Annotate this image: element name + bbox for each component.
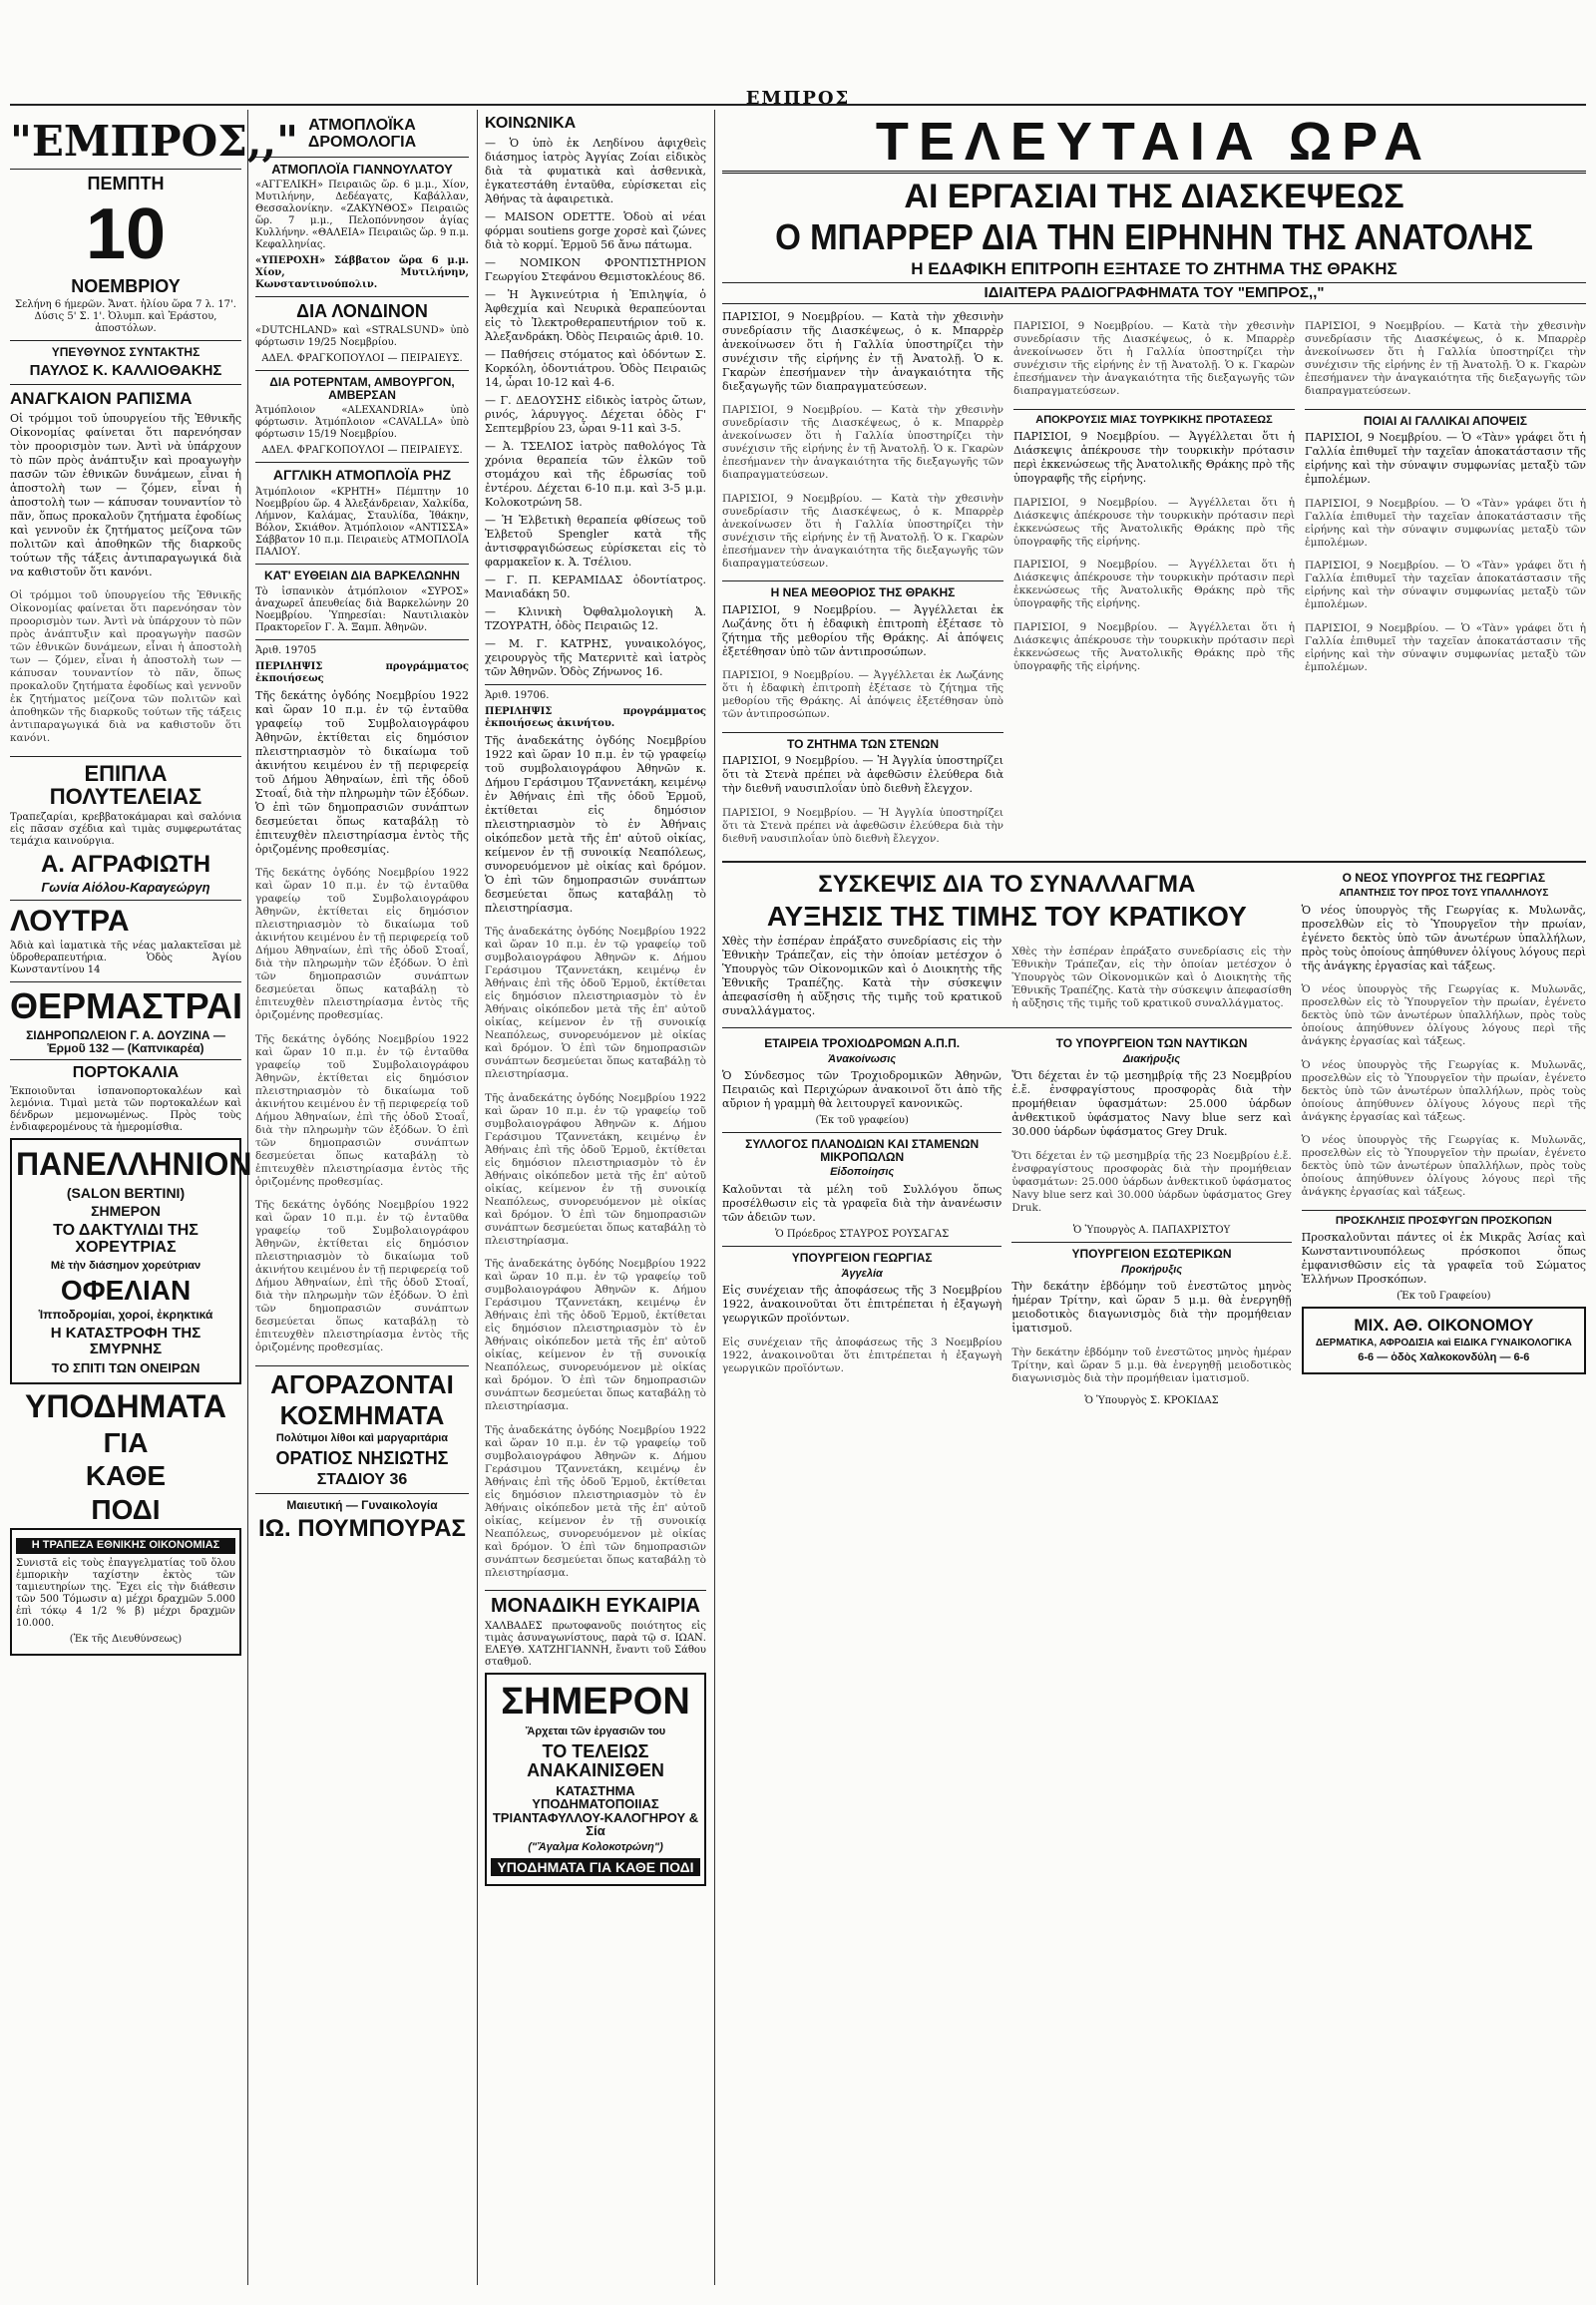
navy-heading: ΤΟ ΥΠΟΥΡΓΕΙΟΝ ΤΩΝ ΝΑΥΤΙΚΩΝ <box>1055 1036 1248 1051</box>
navy-sign: Ὁ Ὑπουργὸς Α. ΠΑΠΑΧΡΙΣΤΟΥ <box>1072 1225 1231 1237</box>
lower-right <box>1302 868 1586 1411</box>
proposal-body-continued: ΠΑΡΙΣΙΟΙ, 9 Νοεμβρίου. — Ἀγγέλλεται ὅτι ἡ Διάσκεψις ἀπέκρουσε τὴν τουρκικὴν πρότασιν περὶ ἐκκενώσεως τῆς Ἀνατολικῆς Θράκης πρὸ τῆς ὑπογραφῆς τῆς εἰρήνης. <box>1013 620 1295 672</box>
minister-body-continued: Ὁ νέος ὑπουργὸς τῆς Γεωργίας κ. Μυλωνᾶς, προσελθὼν εἰς τὸ Ὑπουργεῖον τὴν πρωίαν, ἐγένετο δεκτὸς ὑπὸ τῶν ἀνωτέρων ὑπαλλήλων, πρὸς τοὺς ὁποίους ἀπηύθυνεν ὀλίγους λόγους περὶ τῆς ἀνάγκης ἐργασίας καὶ τάξεως. <box>1301 1058 1586 1123</box>
agriculture-body: Εἰς συνέχειαν τῆς ἀποφάσεως τῆς 3 Νοεμβρίου 1922, ἀνακοινοῦται ὅτι ἐπιτρέπεται ἡ ἐξαγωγὴ γεωργικῶν προϊόντων. <box>722 1284 1002 1326</box>
minister-heading: Ο ΝΕΟΣ ΥΠΟΥΡΓΟΣ ΤΗΣ ΓΕΩΡΓΙΑΣ <box>1342 871 1546 886</box>
social-item: — Γ. ΔΕΔΟΥΣΗΣ εἰδικὸς ἰατρὸς ὤτων, ρινός, λάρυγγος. Δέχεται ὁδὸς Γ' Σεπτεμβρίου 23, ὧραι 9-11 καὶ 3-5. <box>485 393 706 435</box>
ad-furniture-text: Τραπεζαρίαι, κρεββατοκάμαραι καὶ σαλόνια εἰς πᾶσαν σχέδια καὶ τιμὰς συμφερωτάτας τεμάχια καινούργια. <box>10 811 241 847</box>
theatre-subtitle: (SALON BERTINI) <box>66 1184 186 1201</box>
shoes-line-1: ΥΠΟΔΗΜΑΤΑ <box>25 1388 226 1425</box>
exchange-subheading: ΑΥΞΗΣΙΣ ΤΗΣ ΤΙΜΗΣ ΤΟΥ ΚΡΑΤΙΚΟΥ <box>766 900 1247 932</box>
lead-body-continued: ΠΑΡΙΣΙΟΙ, 9 Νοεμβρίου. — Κατὰ τὴν χθεσινὴν συνεδρίασιν τῆς Διασκέψεως, ὁ κ. Μπαρρὲρ ἀνεκοίνωσεν ὅτι ἡ Γαλλία ὑποστηρίζει τὴν συνέχισιν τῆς εἰρήνης ἐν τῇ Ἀνατολῇ. Ὁ κ. Γκαρὼν ἐπεσήμανεν τὴν ἀναγκαιότητα τῆς διεξαγωγῆς τῶν διαπραγματεύσεων. <box>1013 320 1295 398</box>
tram-sign: (Ἐκ τοῦ γραφείου) <box>815 1115 909 1127</box>
social-item: — MAISON ODETTE. Ὁδοὺ αἱ νέαι φόρμαι soutiens gorge χορσὲ καὶ ζώνες διὰ τὸ κορμί. Ἑρμοῦ 56 ἄνω πάτωμα. <box>485 209 706 251</box>
doctor-label: Μαιευτική — Γυναικολογία <box>286 1498 438 1513</box>
shop-name: ΚΑΤΑΣΤΗΜΑ ΥΠΟΔΗΜΑΤΟΠΟΙΙΑΣ ΤΡΙΑΝΤΑΦΥΛΛΟΥ-ΚΑΛΟΓΗΡΟΥ & Σία <box>492 1782 699 1839</box>
column-3 <box>485 110 706 2285</box>
lead-body-continued: ΠΑΡΙΣΙΟΙ, 9 Νοεμβρίου. — Κατὰ τὴν χθεσινὴν συνεδρίασιν τῆς Διασκέψεως, ὁ κ. Μπαρρὲρ ἀνεκοίνωσεν ὅτι ἡ Γαλλία ὑποστηρίζει τὴν συνέχισιν τῆς εἰρήνης ἐν τῇ Ἀνατολῇ. Ὁ κ. Γκαρὼν ἐπεσήμανεν τὴν ἀναγκαιότητα τῆς διεξαγωγῆς τῶν διαπραγματεύσεων. <box>722 492 1003 570</box>
news-col-a <box>722 310 1003 857</box>
ad-baths-text: Ἀδιὰ καὶ ἰαματικὰ τῆς νέας μαλακτεῖσαι μὲ ὑδροθεραπευτήρια. Ὁδὸς Ἀγίου Κωνσταντίνου 14 <box>10 941 241 976</box>
theatre-ad <box>10 1138 252 1384</box>
bank-footer: (Ἐκ τῆς Διευθύνσεως) <box>69 1633 183 1645</box>
month: ΝΟΕΜΒΡΙΟΥ <box>71 275 181 296</box>
doctor2-address: 6-6 — ὁδὸς Χαλκοκονδύλη — 6-6 <box>1358 1351 1530 1364</box>
ad-oranges-text: Ἐκποιοῦνται ἰσπανοπορτοκαλέων καὶ λεμόνια. Τιμαὶ μετὰ τῶν πορτοκαλέων καὶ δένδρων μεμονωμένως. Πρὸς τοὺς ἐνδιαφερομένους τὰ ἡμερομίσθια. <box>10 1085 241 1133</box>
proposal-body-continued: ΠΑΡΙΣΙΟΙ, 9 Νοεμβρίου. — Ἀγγέλλεται ὅτι ἡ Διάσκεψις ἀπέκρουσε τὴν τουρκικὴν πρότασιν περὶ ἐκκενώσεως τῆς Ἀνατολικῆς Θράκης πρὸ τῆς ὑπογραφῆς τῆς εἰρήνης. <box>1013 496 1295 548</box>
london-heading: ΔΙΑ ΛΟΝΔΙΝΟΝ <box>296 301 428 322</box>
ad-heaters-text: ΣΙΔΗΡΟΠΩΛΕΙΟΝ Γ. Α. ΔΟΥΖΙΝΑ — Ἑρμοῦ 132 — (Καπνικαρέα) <box>26 1027 225 1055</box>
lead-body-continued: ΠΑΡΙΣΙΟΙ, 9 Νοεμβρίου. — Κατὰ τὴν χθεσινὴν συνεδρίασιν τῆς Διασκέψεως, ὁ κ. Μπαρρὲρ ἀνεκοίνωσεν ὅτι ἡ Γαλλία ὑποστηρίζει τὴν συνέχισιν τῆς εἰρήνης ἐν τῇ Ἀνατολῇ. Ὁ κ. Γκαρὼν ἐπεσήμανεν τὴν ἀναγκαιότητα τῆς διεξαγωγῆς τῶν διαπραγματεύσεων. <box>1305 320 1586 398</box>
top-rule <box>10 104 1586 106</box>
french-views-body-continued: ΠΑΡΙΣΙΟΙ, 9 Νοεμβρίου. — Ὁ «Τὰν» γράφει ὅτι ἡ Γαλλία ἐπιθυμεῖ τὴν ταχεῖαν ἀποκατάστασιν τῆς εἰρήνης καὶ τὴν σύναψιν συμφωνίας μεταξὺ τῶν ἐμπολέμων. <box>1305 497 1586 549</box>
theatre-today: ΣΗΜΕΡΟΝ <box>91 1203 161 1220</box>
shoes-line-2: ΓΙΑ <box>103 1426 149 1458</box>
notice-body-continued: Τῆς ἀναδεκάτης ὀγδόης Νοεμβρίου 1922 καὶ ὥραν 10 π.μ. ἐν τῷ γραφείῳ τοῦ συμβολαιογράφου Ἀθηνῶν κ. Δήμου Γεράσιμου Τζαννετάκη, κειμένῳ ἐν Ἀθήναις ἐπὶ τῆς ὁδοῦ Ἑρμοῦ, ἐκτίθεται εἰς δημόσιον πλειστηριασμὸν τὸ ἐν Ἀθήναις οἰκόπεδον μετὰ τῆς ἐπ' αὐτοῦ οἰκίας, κείμενον ἐν τῇ συνοικίᾳ Νεαπόλεως, συνορευόμενον μὲ οἰκίας καὶ δρόμον. Ὁ ἐπὶ τῶν δημοπρασιῶν συνάπτων δεσμεύεται ὅπως καταβάλῃ τὸ πλειστηρίασμα. <box>485 926 706 1081</box>
column-rule <box>247 110 248 2285</box>
thrace-heading: Η ΝΕΑ ΜΕΘΟΡΙΟΣ ΤΗΣ ΘΡΑΚΗΣ <box>770 585 956 600</box>
article-body-continued: Οἱ τρόμμοι τοῦ ὑπουργείου τῆς Ἐθνικῆς Οἰκονομίας φαίνεται ὅτι παρενόησαν τὸν προορισμὸν των. Ἀντὶ νὰ ὑπάρχουν τὸ πῶν πρὸς ἀνάπτυξιν καὶ προαγωγὴν πασῶν τῶν ἐθνικῶν δυνάμεων, εἶναι ἡ ἀποστολὴ των — ζόμεν, εἶναι ἡ ἀποστολὴ των — κάπυσαν τουναντίον τὸ πᾶν, ὅπως προκαλοῦν ζητήματα ἐφοδίως καὶ γεννοῦν ἐκ ζητήματος μείζονα τῶν πολιτῶν καὶ ἀποθηκῶν τῆς διαρκοῦς τούτων τῆς τάξεις ἀντιπαραγωγικά διὰ να καθιστοῦν ὅτι κανόνι. <box>10 589 241 745</box>
lead-body: ΠΑΡΙΣΙΟΙ, 9 Νοεμβρίου. — Κατὰ τὴν χθεσινὴν συνεδρίασιν τῆς Διασκέψεως, ὁ κ. Μπαρρὲρ ἀνεκοίνωσεν ὅτι ἡ Γαλλία ὑποστηρίζει τὴν συνέχισιν τῆς εἰρήνης ἐν τῇ Ἀνατολῇ. Ὁ κ. Γκαρὼν ἐπεσήμανεν τὴν ἀναγκαιότητα τῆς διεξαγωγῆς τῶν διαπραγματεύσεων. <box>722 309 1003 393</box>
rotterdam-heading: ΔΙΑ ΡΟΤΕΡΝΤΑΜ, ΑΜΒΟΥΡΓΟΝ, ΑΜΒΕΡΣΑΝ <box>269 375 455 402</box>
shop-note: ("Ἄγαλμα Κολοκοτρώνη") <box>528 1841 663 1854</box>
jewels-text: Πολύτιμοι λίθοι καὶ μαργαριτάρια <box>275 1432 449 1445</box>
day-number: 10 <box>85 193 167 274</box>
doctor2-name: ΜΙΧ. ΑΘ. ΟΙΚΟΝΟΜΟΥ <box>1354 1316 1534 1336</box>
notice-heading: ΠΕΡΙΛΗΨΙΣ προγράμματος ἐκποιήσεως <box>255 660 469 684</box>
social-item: — Ὁ ὑπὸ ἐκ Λεηδίνου ἀφιχθεὶς διάσημος ἰατρὸς Ἀγγίας Ζοίαι εἰδικὸς διὰ τὰ φυματικὰ καὶ ἀσθενικὰ, ἐγκατεστάθη ἐνταῦθα, εὑρίσκεται εἰς Ἀθήνας τὰ ἀφαιρετικὰ. <box>485 136 706 205</box>
main-headline: Ο ΜΠΑΡΡΕΡ ΔΙΑ ΤΗΝ ΕΙΡΗΝΗΝ ΤΗΣ ΑΝΑΤΟΛΗΣ <box>775 216 1533 258</box>
shipping-heading: ΑΤΜΟΠΛΟΪΚΑ ΔΡΟΜΟΛΟΓΙΑ <box>307 117 417 151</box>
shop-footer: ΥΠΟΔΗΜΑΤΑ ΓΙΑ ΚΑΘΕ ΠΟΔΙ <box>491 1858 700 1877</box>
straits-heading: ΤΟ ΖΗΤΗΜΑ ΤΩΝ ΣΤΕΝΩΝ <box>787 736 939 751</box>
shipping-text-1: «ΑΓΓΕΛΙΚΗ» Πειραιῶς ὥρ. 6 μ.μ., Χίον, Μυτιλήνην, Δεδέαγατς, Καβάλλαν, Θεσσαλονίκην. «ΖΑΚΥΝΘΟΣ» Πειραιῶς ὥρ. 7 μ.μ., Πελοπόννησον ἀγίας Κυλλήνην. «ΘΑΛΕΙΑ» Πειραιῶς ὥρ. 9 π.μ. Κεφαλληνίας. <box>255 180 469 251</box>
interior-sign: Ὁ Ὑπουργὸς Σ. ΚΡΟΚΙΔΑΣ <box>1084 1395 1219 1407</box>
ad-heaters-title: ΘΕΡΜΑΣΤΡΑΙ <box>10 985 242 1027</box>
shoes-line-4: ΠΟΔΙ <box>91 1493 161 1525</box>
vendors-subheading: Εἰδοποίησις <box>830 1166 895 1179</box>
social-item: — ΝΟΜΙΚΟΝ ΦΡΟΝΤΙΣΤΗΡΙΟΝ Γεωργίου Στεφάνου Θεμιστοκλέους 86. <box>485 255 706 283</box>
ad-oranges-title: ΠΟΡΤΟΚΑΛΙΑ <box>72 1064 180 1082</box>
french-views-body: ΠΑΡΙΣΙΟΙ, 9 Νοεμβρίου. — Ὁ «Τὰν» γράφει ὅτι ἡ Γαλλία ἐπιθυμεῖ τὴν ταχεῖαν ἀποκατάστασιν τῆς εἰρήνης καὶ τὴν σύναψιν συμφωνίας μεταξὺ τῶν ἐμπολέμων. <box>1305 431 1586 487</box>
doctor-ad <box>1302 1307 1586 1374</box>
vendors-body: Καλοῦνται τὰ μέλη τοῦ Συλλόγου ὅπως προσέλθωσιν εἰς τὰ γραφεῖα διὰ τὴν ἀνανέωσιν τῶν ἀδειῶν των. <box>722 1182 1002 1224</box>
minister-body-continued: Ὁ νέος ὑπουργὸς τῆς Γεωργίας κ. Μυλωνᾶς, προσελθὼν εἰς τὸ Ὑπουργεῖον τὴν πρωίαν, ἐγένετο δεκτὸς ὑπὸ τῶν ἀνωτέρων ὑπαλλήλων, πρὸς τοὺς ὁποίους ἀπηύθυνεν ὀλίγους λόγους περὶ τῆς ἀνάγκης ἐργασίας καὶ τάξεως. <box>1301 983 1586 1048</box>
editor-name: ΠΑΥΛΟΣ Κ. ΚΑΛΛΙΟΘΑΚΗΣ <box>29 362 222 380</box>
theatre-show-1: ΤΟ ΔΑΚΤΥΛΙΔΙ ΤΗΣ ΧΟΡΕΥΤΡΙΑΣ <box>53 1221 199 1256</box>
notice-heading: ΠΕΡΙΛΗΨΙΣ προγράμματος ἐκποιήσεως ἀκινήτου. <box>485 705 706 729</box>
news-columns <box>722 310 1586 857</box>
column-rule <box>714 110 715 2285</box>
vendors-heading: ΣΥΛΛΟΓΟΣ ΠΛΑΝΟΔΙΩΝ ΚΑΙ ΣΤΑΜΕΝΩΝ ΜΙΚΡΟΠΩΛΩΝ <box>745 1137 980 1164</box>
minister-subheading: ΑΠΑΝΤΗΣΙΣ ΤΟΥ ΠΡΟΣ ΤΟΥΣ ΥΠΑΛΛΗΛΟΥΣ <box>1339 888 1549 900</box>
rees-heading: ΑΓΓΛΙΚΗ ΑΤΜΟΠΛΟΪΑ ΡΗΖ <box>272 467 452 484</box>
weekday: ΠΕΜΠΤΗ <box>87 174 165 194</box>
doctor2-text: ΔΕΡΜΑΤΙΚΑ, ΑΦΡΟΔΙΣΙΑ καὶ ΕΙΔΙΚΑ ΓΥΝΑΙΚΟΛΟΓΙΚΑ <box>1315 1337 1572 1348</box>
social-item: — Κλινικὴ Ὀφθαλμολογικὴ Ἀ. ΤΖΟΥΡΑΤΗ, ὁδὸς Πειραιῶς 12. <box>485 604 706 632</box>
column-rule <box>477 110 478 2285</box>
jewels-subtitle: ΚΟΣΜΗΜΑΤΑ <box>279 1399 445 1430</box>
london-text: «DUTCHLAND» καὶ «STRALSUND» ὑπὸ φόρτωσιν 19/25 Νοεμβρίου. <box>255 325 469 349</box>
interior-body-continued: Τὴν δεκάτην ἑβδόμην τοῦ ἐνεστῶτος μηνὸς ἡμέραν Τρίτην, καὶ ὥραν 5 μ.μ. θὰ ἐνεργηθῇ μειοδοτικὸς διαγωνισμὸς διὰ τὴν προμήθειαν ἱματισμοῦ. <box>1011 1345 1292 1384</box>
notice-body-continued: Τῆς ἀναδεκάτης ὀγδόης Νοεμβρίου 1922 καὶ ὥραν 10 π.μ. ἐν τῷ γραφείῳ τοῦ συμβολαιογράφου Ἀθηνῶν κ. Δήμου Γεράσιμου Τζαννετάκη, κειμένῳ ἐν Ἀθήναις ἐπὶ τῆς ὁδοῦ Ἑρμοῦ, ἐκτίθεται εἰς δημόσιον πλειστηριασμὸν τὸ ἐν Ἀθήναις οἰκόπεδον μετὰ τῆς ἐπ' αὐτοῦ οἰκίας, κείμενον ἐν τῇ συνοικίᾳ Νεαπόλεως, συνορευόμενον μὲ οἰκίας καὶ δρόμον. Ὁ ἐπὶ τῶν δημοπρασιῶν συνάπτων δεσμεύεται ὅπως καταβάλῃ τὸ πλειστηρίασμα. <box>485 1423 706 1579</box>
editor-label: ΥΠΕΥΘΥΝΟΣ ΣΥΝΤΑΚΤΗΣ <box>51 345 200 360</box>
shop-ad <box>485 1673 706 1886</box>
notice-number: Ἀριθ. 19706. <box>485 689 550 701</box>
notice-body: Τῆς δεκάτης ὀγδόης Νοεμβρίου 1922 καὶ ὥραν 10 π.μ. ἐν τῷ ἐνταῦθα γραφείῳ τοῦ Συμβολαιογράφου Ἀθηνῶν, ἐκτίθεται εἰς δημόσιον πλειστηριασμὸν τὸ δικαίωμα τοῦ ἀκινήτου κειμένου ἐν τῇ περιφερείᾳ τοῦ Δήμου Ἀθηναίων, ἐπὶ τῆς ὁδοῦ Στοαΐ, διὰ τὴν πληρωμὴν τῶν ἐξόδων. Ὁ ἐπὶ τῶν δημοπρασιῶν συνάπτων δεσμεύεται ὅπως καταβάλῃ τὸ ἐπιτευχθὲν πλειστηρίασμα ἐντὸς τῆς ὁριζομένης προθεσμίας. <box>255 688 469 856</box>
rotterdam-agent: ΑΔΕΛ. ΦΡΑΓΚΟΠΟΥΛΟΙ — ΠΕΙΡΑΙΕΥΣ. <box>261 445 463 457</box>
minister-body: Ὁ νέος ὑπουργὸς τῆς Γεωργίας κ. Μυλωνᾶς, προσελθὼν εἰς τὸ Ὑπουργεῖον τὴν πρωίαν, ἐγένετο δεκτὸς ὑπὸ τῶν ἀνωτέρων ὑπαλλήλων, πρὸς τοὺς ὁποίους ἀπηύθυνεν ὀλίγους λόγους περὶ τῆς ἀνάγκης ἐργασίας καὶ τάξεως. <box>1301 903 1586 972</box>
ad-baths-title: ΛΟΥΤΡΑ <box>10 904 130 938</box>
paper-name: "ΕΜΠΡΟΣ,," <box>10 117 299 166</box>
wire-label: ΙΔΙΑΙΤΕΡΑ ΡΑΔΙΟΓΡΑΦΗΜΑΤΑ ΤΟΥ "ΕΜΠΡΟΣ,," <box>722 282 1586 304</box>
running-title: ΕΜΠΡΟΣ <box>745 88 851 109</box>
subheadline: Η ΕΔΑΦΙΚΗ ΕΠΙΤΡΟΠΗ ΕΞΗΤΑΣΕ ΤΟ ΖΗΤΗΜΑ ΤΗΣ ΘΡΑΚΗΣ <box>911 259 1397 279</box>
notice-body-continued: Τῆς ἀναδεκάτης ὀγδόης Νοεμβρίου 1922 καὶ ὥραν 10 π.μ. ἐν τῷ γραφείῳ τοῦ συμβολαιογράφου Ἀθηνῶν κ. Δήμου Γεράσιμου Τζαννετάκη, κειμένῳ ἐν Ἀθήναις ἐπὶ τῆς ὁδοῦ Ἑρμοῦ, ἐκτίθεται εἰς δημόσιον πλειστηριασμὸν τὸ ἐν Ἀθήναις οἰκόπεδον μετὰ τῆς ἐπ' αὐτοῦ οἰκίας, κείμενον ἐν τῇ συνοικίᾳ Νεαπόλεως, συνορευόμενον μὲ οἰκίας καὶ δρόμον. Ὁ ἐπὶ τῶν δημοπρασιῶν συνάπτων δεσμεύεται ὅπως καταβάλῃ τὸ πλειστηρίασμα. <box>485 1091 706 1247</box>
scouts-body: Προσκαλοῦνται πάντες οἱ ἐκ Μικρᾶς Ἀσίας καὶ Κωνσταντινουπόλεως πρόσκοποι ὅπως ἐμφανισθῶσιν εἰς τὰ γραφεῖα τοῦ Σώματος Ἑλλήνων Προσκόπων. <box>1301 1231 1586 1287</box>
proposal-body-continued: ΠΑΡΙΣΙΟΙ, 9 Νοεμβρίου. — Ἀγγέλλεται ὅτι ἡ Διάσκεψις ἀπέκρουσε τὴν τουρκικὴν πρότασιν περὶ ἐκκενώσεως τῆς Ἀνατολικῆς Θράκης πρὸ τῆς ὑπογραφῆς τῆς εἰρήνης. <box>1013 559 1295 610</box>
straits-body-continued: ΠΑΡΙΣΙΟΙ, 9 Νοεμβρίου. — Ἡ Ἀγγλία ὑποστηρίζει ὅτι τὰ Στενὰ πρέπει νὰ ἀφεθῶσιν ἐλεύθερα διὰ τὴν διεθνῆ ναυσιπλοΐαν ὑπὸ διεθνὴ ἔλεγχον. <box>722 806 1003 845</box>
social-item: — Ἀ. ΤΣΕΛΙΟΣ ἰατρὸς παθολόγος Τὰ χρόνια θεραπεία τῶν ἐλκῶν τοῦ στομάχου καὶ τῆς ἐδρωσίας τοῦ ἐντέρου. Δέχεται 6-10 π.μ. καὶ 3-5 μ.μ. Κολοκοτρώνη 58. <box>485 439 706 509</box>
social-item: — Ἡ Ἑλβετικὴ θεραπεία φθίσεως τοῦ Ἐλβετοῦ Spengler κατὰ τῆς ἀντισφραγιδώσεως εὑρίσκεται εἰς τὸ φαρμακεῖον κ. Ἀ. Τσέλιου. <box>485 513 706 569</box>
kicker-headline: ΑΙ ΕΡΓΑΣΙΑΙ ΤΗΣ ΔΙΑΣΚΕΨΕΩΣ <box>904 177 1404 215</box>
article-body: Οἱ τρόμμοι τοῦ ὑπουργείου τῆς Ἐθνικῆς Οἰκονομίας φαίνεται ὅτι παρενόησαν τὸν προορισμὸν των. Ἀντὶ νὰ ὑπάρχουν τὸ πῶν πρὸς ἀνάπτυξιν καὶ προαγωγὴν πασῶν τῶν ἐθνικῶν δυνάμεων, εἶναι ἡ ἀποστολὴ των — ζόμεν, εἶναι ἡ ἀποστολὴ των — κάπυσαν τουναντίον τὸ πᾶν, ὅπως προκαλοῦν ζητήματα ἐφοδίως καὶ γεννοῦν ἐκ ζητήματος μείζονα τῶν πολιτῶν καὶ ἀποθηκῶν τῆς διαρκοῦς τούτων τῆς τάξεις ἀντιπαραγωγικά διὰ να καθιστοῦν ὅτι κανόνι. <box>10 411 241 578</box>
halva-title: ΜΟΝΑΔΙΚΗ ΕΥΚΑΙΡΙΑ <box>491 1595 700 1618</box>
article-title: ΑΝΑΓΚΑΙΟΝ ΡΑΠΙΣΜΑ <box>10 388 193 408</box>
french-views-body-continued: ΠΑΡΙΣΙΟΙ, 9 Νοεμβρίου. — Ὁ «Τὰν» γράφει ὅτι ἡ Γαλλία ἐπιθυμεῖ τὴν ταχεῖαν ἀποκατάστασιν τῆς εἰρήνης καὶ τὴν σύναψιν συμφωνίας μεταξὺ τῶν ἐμπολέμων. <box>1305 621 1586 673</box>
theatre-title: ΠΑΝΕΛΛΗΝΙΟΝ <box>16 1145 252 1182</box>
theatre-star: ΟΦΕΛΙΑΝ <box>60 1275 192 1307</box>
column-2 <box>255 110 469 2285</box>
barcelona-text: Τὸ ἰσπανικὸν ἀτμόπλοιον «ΣΥΡΟΣ» ἀναχωρεῖ ἀπευθείας διὰ Βαρκελώνην 20 Νοεμβρίου. Ὑπηρεσίαι: Ναυτιλιακὸν Πρακτορεῖον Γ. Ἀ. Ξαμπ. Ἀθηνῶν. <box>255 585 469 633</box>
scouts-sign: (Ἐκ τοῦ Γραφείου) <box>1396 1291 1491 1303</box>
exchange-body: Χθὲς τὴν ἑσπέραν ἐπράξατο συνεδρίασις εἰς τὴν Ἐθνικὴν Τράπεζαν, εἰς τὴν ὁποίαν μετέσχον ὁ Ὑπουργὸς τῶν Οἰκονομικῶν καὶ ὁ Διοικητὴς τῆς Ἐθνικῆς Τραπέζης. Κατὰ τὴν σύσκεψιν ἀπεφασίσθη ἡ αὔξησις τῆς τιμῆς τοῦ κρατικοῦ συναλλάγματος. <box>722 935 1002 1018</box>
straits-body: ΠΑΡΙΣΙΟΙ, 9 Νοεμβρίου. — Ἡ Ἀγγλία ὑποστηρίζει ὅτι τὰ Στενὰ πρέπει νὰ ἀφεθῶσιν ἐλεύθερα διὰ τὴν διεθνῆ ναυσιπλοΐαν ὑπὸ διεθνὴ ἔλεγχον. <box>722 754 1003 796</box>
ad-furniture-title: ΕΠΙΠΛΑ ΠΟΛΥΤΕΛΕΙΑΣ <box>49 760 202 809</box>
notice-body-continued: Τῆς δεκάτης ὀγδόης Νοεμβρίου 1922 καὶ ὥραν 10 π.μ. ἐν τῷ ἐνταῦθα γραφείῳ τοῦ Συμβολαιογράφου Ἀθηνῶν, ἐκτίθεται εἰς δημόσιον πλειστηριασμὸν τὸ δικαίωμα τοῦ ἀκινήτου κειμένου ἐν τῇ περιφερείᾳ τοῦ Δήμου Ἀθηναίων, ἐπὶ τῆς ὁδοῦ Στοαΐ, διὰ τὴν πληρωμὴν τῶν ἐξόδων. Ὁ ἐπὶ τῶν δημοπρασιῶν συνάπτων δεσμεύεται ὅπως καταβάλῃ τὸ ἐπιτευχθὲν πλειστηρίασμα ἐντὸς τῆς ὁριζομένης προθεσμίας. <box>255 1032 469 1188</box>
theatre-with: Μὲ τὴν διάσημον χορεύτριαν <box>50 1259 201 1272</box>
theatre-show-3: ΤΟ ΣΠΙΤΙ ΤΩΝ ΟΝΕΙΡΩΝ <box>51 1359 200 1375</box>
jewels-title: ΑΓΟΡΑΖΟΝΤΑΙ <box>270 1368 454 1399</box>
vendors-sign: Ὁ Πρόεδρος ΣΤΑΥΡΟΣ ΡΟΥΣΑΓΑΣ <box>775 1228 950 1240</box>
navy-body-continued: Ὅτι δέχεται ἐν τῷ μεσημβρίᾳ τῆς 23 Νοεμβρίου ἐ.ἔ. ἐνσφραγίστους προσφορὰς διὰ τὴν προμήθειαν ὑφασμάτων: 25.000 ὑάρδων ἀνθεκτικοῦ ὑφάσματος Navy blue serz καὶ 30.000 ὑάρδων ὑφάσματος Grey Druk. <box>1011 1149 1292 1214</box>
jewels-address: ΣΤΑΔΙΟΥ 36 <box>316 1470 408 1488</box>
shipping-text-1b: «ΥΠΕΡΟΧΗ» Σάββατον ὥρα 6 μ.μ. Χίον, Μυτιλήνην, Κωνσταντινούπολιν. <box>255 255 469 291</box>
jewels-name: ΟΡΑΤΙΟΣ ΝΗΣΙΩΤΗΣ <box>275 1447 449 1468</box>
notice-body-continued: Τῆς ἀναδεκάτης ὀγδόης Νοεμβρίου 1922 καὶ ὥραν 10 π.μ. ἐν τῷ γραφείῳ τοῦ συμβολαιογράφου Ἀθηνῶν κ. Δήμου Γεράσιμου Τζαννετάκη, κειμένῳ ἐν Ἀθήναις ἐπὶ τῆς ὁδοῦ Ἑρμοῦ, ἐκτίθεται εἰς δημόσιον πλειστηριασμὸν τὸ ἐν Ἀθήναις οἰκόπεδον μετὰ τῆς ἐπ' αὐτοῦ οἰκίας, κείμενον ἐν τῇ συνοικίᾳ Νεαπόλεως, συνορευόμενον μὲ οἰκίας καὶ δρόμον. Ὁ ἐπὶ τῶν δημοπρασιῶν συνάπτων δεσμεύεται ὅπως καταβάλῃ τὸ πλειστηρίασμα. <box>485 1258 706 1413</box>
agriculture-body-continued: Εἰς συνέχειαν τῆς ἀποφάσεως τῆς 3 Νοεμβρίου 1922, ἀνακοινοῦται ὅτι ἐπιτρέπεται ἡ ἐξαγωγὴ γεωργικῶν προϊόντων. <box>722 1336 1002 1374</box>
thrace-body: ΠΑΡΙΣΙΟΙ, 9 Νοεμβρίου. — Ἀγγέλλεται ἐκ Λωζάνης ὅτι ἡ ἐδαφικὴ ἐπιτροπὴ ἐξέτασε τὸ ζήτημα τῆς μεθορίου τῆς Θράκης. Αἱ ἀπόψεις ἐξετέθησαν ὑπὸ τῶν ἀντιπροσώπων. <box>722 602 1003 658</box>
barcelona-heading: ΚΑΤ' ΕΥΘΕΙΑΝ ΔΙΑ ΒΑΡΚΕΛΩΝΗΝ <box>264 569 460 582</box>
interior-subheading: Προκήρυξις <box>1120 1263 1183 1276</box>
social-item: — Παθήσεις στόματος καὶ ὀδόντων Σ. Κορκόλη, ὀδοντιάτρου. Ὁδὸς Πειραιῶς 14, ὧραι 10-12 καὶ 4-6. <box>485 347 706 389</box>
notice-body-continued: Τῆς δεκάτης ὀγδόης Νοεμβρίου 1922 καὶ ὥραν 10 π.μ. ἐν τῷ ἐνταῦθα γραφείῳ τοῦ Συμβολαιογράφου Ἀθηνῶν, ἐκτίθεται εἰς δημόσιον πλειστηριασμὸν τὸ δικαίωμα τοῦ ἀκινήτου κειμένου ἐν τῇ περιφερείᾳ τοῦ Δήμου Ἀθηναίων, ἐπὶ τῆς ὁδοῦ Στοαΐ, διὰ τὴν πληρωμὴν τῶν ἐξόδων. Ὁ ἐπὶ τῶν δημοπρασιῶν συνάπτων δεσμεύεται ὅπως καταβάλῃ τὸ ἐπιτευχθὲν πλειστηρίασμα ἐντὸς τῆς ὁριζομένης προθεσμίας. <box>255 1199 469 1354</box>
exchange-heading: ΣΥΣΚΕΨΙΣ ΔΙΑ ΤΟ ΣΥΝΑΛΛΑΓΜΑ <box>818 871 1196 899</box>
agriculture-heading: ΥΠΟΥΡΓΕΙΟΝ ΓΕΩΡΓΙΑΣ <box>791 1250 933 1265</box>
tram-subheading: Ἀνακοίνωσις <box>828 1052 897 1065</box>
thrace-body-continued: ΠΑΡΙΣΙΟΙ, 9 Νοεμβρίου. — Ἀγγέλλεται ἐκ Λωζάνης ὅτι ἡ ἐδαφικὴ ἐπιτροπὴ ἐξέτασε τὸ ζήτημα τῆς μεθορίου τῆς Θράκης. Αἱ ἀπόψεις ἐξετέθησαν ὑπὸ τῶν ἀντιπροσώπων. <box>722 669 1003 721</box>
bank-ad <box>10 1528 241 1656</box>
london-agent: ΑΔΕΛ. ΦΡΑΓΚΟΠΟΥΛΟΙ — ΠΕΙΡΑΙΕΥΣ. <box>261 353 463 365</box>
shipping-line-1: ΑΤΜΟΠΛΟΪΑ ΓΙΑΝΝΟΥΛΑΤΟΥ <box>271 161 453 177</box>
tram-heading: ΕΤΑΙΡΕΙΑ ΤΡΟΧΙΟΔΡΟΜΩΝ Α.Π.Π. <box>764 1036 961 1051</box>
proposal-body: ΠΑΡΙΣΙΟΙ, 9 Νοεμβρίου. — Ἀγγέλλεται ὅτι ἡ Διάσκεψις ἀπέκρουσε τὴν τουρκικὴν πρότασιν περὶ ἐκκενώσεως τῆς Ἀνατολικῆς Θράκης πρὸ τῆς ὑπογραφῆς τῆς εἰρήνης. <box>1013 430 1295 486</box>
shoes-line-3: ΚΑΘΕ <box>85 1460 167 1492</box>
lower-left <box>722 868 1292 1411</box>
halva-text: ΧΑΛΒΑΔΕΣ πρωτοφανοῦς ποιότητος εἰς τιμὰς ἀσυναγωνίστους, παρὰ τῷ σ. ΙΩΑΝ. ΕΛΕΥΘ. ΧΑΤΖΗΓΙΑΝΝΗ, ἔναντι τοῦ Σάθου σταθμοῦ. <box>485 1621 706 1669</box>
rotterdam-text: Ἀτμόπλοιον «ALEXANDRIA» ὑπὸ φόρτωσιν. Ἀτμόπλοιον «CAVALLA» ὑπὸ φόρτωσιν 15/19 Νοεμβρίου. <box>255 405 469 441</box>
shop-title: ΤΟ ΤΕΛΕΙΩΣ ΑΝΑΚΑΙΝΙΣΘΕΝ <box>527 1740 664 1780</box>
rees-text: Ἀτμόπλοιον «ΚΡΗΤΗ» Πέμπτην 10 Νοεμβρίου ὥρ. 4 Ἀλεξάνδρειαν, Χαλκίδα, Λήμνον, Καλάμας, Σταυλίδα, Ἰθάκην, Βόλον, Σκιάθον. Ἀτμόπλοιον «ΑΝΤΙΣΣΑ» Σάββατον 10 π.μ. Πειραιεὺς ΑΤΜΟΠΛΟΪΑ ΠΑΛΙΟΥ. <box>255 487 469 558</box>
theatre-extras: Ἱπποδρομίαι, χοροί, ἐκρηκτικά <box>38 1308 213 1323</box>
theatre-show-2: Η ΚΑΤΑΣΤΡΟΦΗ ΤΗΣ ΣΜΥΡΝΗΣ <box>50 1325 201 1357</box>
notices-left <box>722 1033 1001 1411</box>
navy-subheading: Διακήρυξις <box>1122 1052 1181 1065</box>
tram-body: Ὁ Σύνδεσμος τῶν Τροχιοδρομικῶν Ἀθηνῶν, Πειραιῶς καὶ Περιχώρων ἀνακοινοῖ ὅτι ἀπὸ τῆς αὔριον ἡ γραμμὴ θὰ λειτουργεῖ κανονικῶς. <box>722 1069 1002 1111</box>
almanac: Σελήνη 6 ήμερῶν. Ἄνατ. ἡλίου ὥρα 7 λ. 17'. Δύσις 5' Σ. 1'. Ὀλυμπ. καὶ Ἐράστου, ἀποστόλων. <box>15 299 236 335</box>
agriculture-subheading: Ἀγγελία <box>841 1267 883 1280</box>
bank-title: Η ΤΡΑΠΕΖΑ ΕΘΝΙΚΗΣ ΟΙΚΟΝΟΜΙΑΣ <box>16 1538 235 1554</box>
notice-body-continued: Τῆς δεκάτης ὀγδόης Νοεμβρίου 1922 καὶ ὥραν 10 π.μ. ἐν τῷ ἐνταῦθα γραφείῳ τοῦ Συμβολαιογράφου Ἀθηνῶν, ἐκτίθεται εἰς δημόσιον πλειστηριασμὸν τὸ δικαίωμα τοῦ ἀκινήτου κειμένου ἐν τῇ περιφερείᾳ τοῦ Δήμου Ἀθηναίων, ἐπὶ τῆς ὁδοῦ Στοαΐ, διὰ τὴν πληρωμὴν τῶν ἐξόδων. Ὁ ἐπὶ τῶν δημοπρασιῶν συνάπτων δεσμεύεται ὅπως καταβάλῃ τὸ ἐπιτευχθὲν πλειστηρίασμα ἐντὸς τῆς ὁριζομένης προθεσμίας. <box>255 867 469 1022</box>
notices-right <box>1011 1033 1291 1411</box>
notice-body: Τῆς ἀναδεκάτης ὀγδόης Νοεμβρίου 1922 καὶ ὥραν 10 π.μ. ἐν τῷ γραφείῳ τοῦ συμβολαιογράφου Ἀθηνῶν κ. Δήμου Γεράσιμου Τζαννετάκη, κειμένῳ ἐν Ἀθήναις ἐπὶ τῆς ὁδοῦ Ἑρμοῦ, ἐκτίθεται εἰς δημόσιον πλειστηριασμὸν τὸ ἐν Ἀθήναις οἰκόπεδον μετὰ τῆς ἐπ' αὐτοῦ οἰκίας, κείμενον ἐν τῇ συνοικίᾳ Νεαπόλεως, συνορευόμενον μὲ οἰκίας καὶ δρόμον. Ὁ ἐπὶ τῶν δημοπρασιῶν συνάπτων δεσμεύεται ὅπως καταβάλῃ τὸ πλειστηρίασμα. <box>485 733 706 915</box>
banner-title: ΤΕΛΕΥΤΑΙΑ ΩΡΑ <box>722 114 1586 174</box>
doctor-name: ΙΩ. ΠΟΥΜΠΟΥΡΑΣ <box>258 1515 466 1543</box>
news-area <box>722 110 1586 2285</box>
scouts-heading: ΠΡΟΣΚΛΗΣΙΣ ΠΡΟΣΦΥΓΩΝ ΠΡΟΣΚΟΠΩΝ <box>1335 1214 1552 1227</box>
ad-furniture-name: Α. ΑΓΡΑΦΙΩΤΗ <box>40 850 211 878</box>
news-col-c <box>1305 310 1586 857</box>
navy-body: Ὅτι δέχεται ἐν τῷ μεσημβρίᾳ τῆς 23 Νοεμβρίου ἐ.ἔ. ἐνσφραγίστους προσφορὰς διὰ τὴν προμήθειαν ὑφασμάτων: 25.000 ὑάρδων ἀνθεκτικοῦ ὑφάσματος Navy blue serz καὶ 30.000 ὑάρδων ὑφάσματος Grey Druk. <box>1011 1069 1292 1139</box>
social-item: — Ἡ Ἀγκινεύτρια ἡ Ἐπιληψία, ὁ Ἀφθεχμία καὶ Νευρικὰ θεραπεύονται εἰς τὸ Ἰλεκτροθεραπευτήριον τοῦ κ. Ἀλεξανδράκη. Ὀδὸς Πειραιῶς ἀριθ. 10. <box>485 287 706 343</box>
ad-furniture-address: Γωνία Αἰόλου-Καραγεώργη <box>41 880 210 896</box>
lead-body-continued: ΠΑΡΙΣΙΟΙ, 9 Νοεμβρίου. — Κατὰ τὴν χθεσινὴν συνεδρίασιν τῆς Διασκέψεως, ὁ κ. Μπαρρὲρ ἀνεκοίνωσεν ὅτι ἡ Γαλλία ὑποστηρίζει τὴν συνέχισιν τῆς εἰρήνης ἐν τῇ Ἀνατολῇ. Ὁ κ. Γκαρὼν ἐπεσήμανεν τὴν ἀναγκαιότητα τῆς διεξαγωγῆς τῶν διαπραγματεύσεων. <box>722 404 1003 482</box>
news-col-b <box>1013 310 1295 857</box>
interior-heading: ΥΠΟΥΡΓΕΙΟΝ ΕΣΩΤΕΡΙΚΩΝ <box>1071 1247 1232 1262</box>
bank-text: Συνιστᾶ εἰς τοὺς ἐπαγγελματίας τοῦ ὅλου ἐμπορικὴν ταχίστην ἐκτὸς τῶν ταμιευτηρίων της. Ἔχει εἰς τὴν διάθεσιν τῶν 500 Τόμωσιν α) μέχρι δραχμῶν 5.000 ἐπὶ τόκῳ 4 1/2 % β) μέχρι δραχμῶν 10.000. <box>16 1557 235 1629</box>
social-item: — Γ. Π. ΚΕΡΑΜΙΔΑΣ ὀδοντίατρος. Μανιαδάκη 50. <box>485 573 706 600</box>
proposal-heading: ΑΠΟΚΡΟΥΣΙΣ ΜΙΑΣ ΤΟΥΡΚΙΚΗΣ ΠΡΟΤΑΣΕΩΣ <box>1035 413 1273 426</box>
shop-today: ΣΗΜΕΡΟΝ <box>501 1681 690 1724</box>
french-views-body-continued: ΠΑΡΙΣΙΟΙ, 9 Νοεμβρίου. — Ὁ «Τὰν» γράφει ὅτι ἡ Γαλλία ἐπιθυμεῖ τὴν ταχεῖαν ἀποκατάστασιν τῆς εἰρήνης καὶ τὴν σύναψιν συμφωνίας μεταξὺ τῶν ἐμπολέμων. <box>1305 560 1586 611</box>
social-item: — Μ. Γ. ΚΑΤΡΗΣ, γυναικολόγος, χειρουργὸς τῆς Ματερνιτὲ καὶ ἰατρὸς τῶν Ἀθηνῶν. Ὁδὸς Ζήνωνος 16. <box>485 636 706 678</box>
exchange-body-continued: Χθὲς τὴν ἑσπέραν ἐπράξατο συνεδρίασις εἰς τὴν Ἐθνικὴν Τράπεζαν, εἰς τὴν ὁποίαν μετέσχον ὁ Ὑπουργὸς τῶν Οἰκονομικῶν καὶ ὁ Διοικητὴς τῆς Ἐθνικῆς Τραπέζης. Κατὰ τὴν σύσκεψιν ἀπεφασίσθη ἡ αὔξησις τῆς τιμῆς τοῦ κρατικοῦ συναλλάγματος. <box>1011 945 1292 1009</box>
notice-number: Ἀριθ. 19705 <box>255 644 317 656</box>
french-views-heading: ΠΟΙΑΙ ΑΙ ΓΑΛΛΙΚΑΙ ΑΠΟΨΕΙΣ <box>1364 413 1527 428</box>
social-heading: ΚΟΙΝΩΝΙΚΑ <box>485 115 577 132</box>
lower-news <box>722 868 1586 1411</box>
shop-subtitle: Ἄρχεται τῶν ἐργασιῶν του <box>525 1726 666 1738</box>
interior-body: Τὴν δεκάτην ἑβδόμην τοῦ ἐνεστῶτος μηνὸς ἡμέραν Τρίτην, καὶ ὥραν 5 μ.μ. θὰ ἐνεργηθῇ μειοδοτικὸς διαγωνισμὸς διὰ τὴν προμήθειαν ἱματισμοῦ. <box>1011 1280 1292 1336</box>
minister-body-continued: Ὁ νέος ὑπουργὸς τῆς Γεωργίας κ. Μυλωνᾶς, προσελθὼν εἰς τὸ Ὑπουργεῖον τὴν πρωίαν, ἐγένετο δεκτὸς ὑπὸ τῶν ἀνωτέρων ὑπαλλήλων, πρὸς τοὺς ὁποίους ἀπηύθυνεν ὀλίγους λόγους περὶ τῆς ἀνάγκης ἐργασίας καὶ τάξεως. <box>1301 1134 1586 1199</box>
